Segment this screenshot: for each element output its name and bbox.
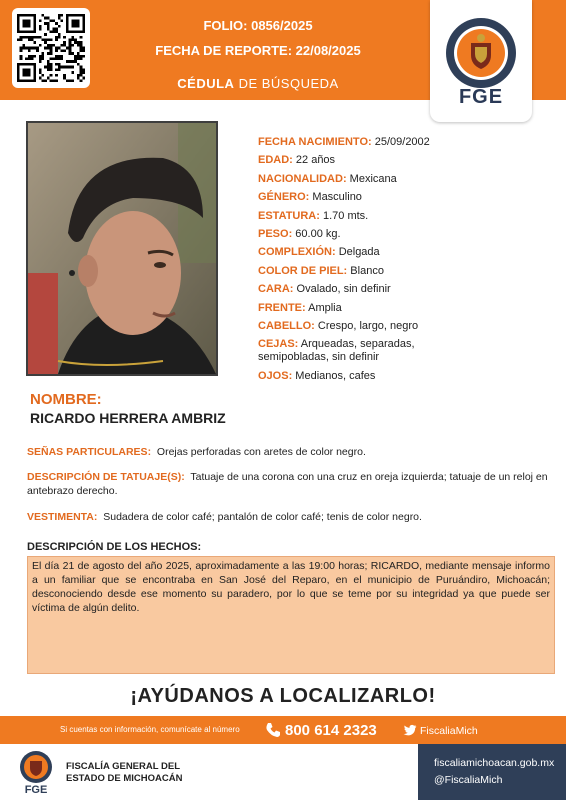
attr-cejas bbox=[258, 338, 458, 364]
document-title bbox=[98, 76, 418, 91]
folio: FOLIO: 0856/2025 bbox=[203, 18, 313, 33]
fge-logo-text: FGE bbox=[458, 86, 504, 108]
attr-estatura bbox=[258, 210, 368, 223]
attr-label: COLOR DE PIEL: bbox=[258, 265, 348, 277]
twitter-handle[interactable]: FiscaliaMich bbox=[420, 725, 478, 737]
person-name: RICARDO HERRERA AMBRIZ bbox=[30, 410, 226, 426]
attr-value: 25/09/2002 bbox=[374, 136, 430, 148]
attr-label: GÉNERO: bbox=[258, 191, 310, 203]
attr-cara bbox=[258, 283, 391, 296]
attr-value: Masculino bbox=[312, 191, 362, 203]
state-seal-icon bbox=[444, 16, 518, 90]
section-value: Tatuaje de una corona con una cruz en oreja izquierda; tatuaje de un reloj en antebrazo derecho. bbox=[27, 471, 548, 497]
attr-label: EDAD: bbox=[258, 154, 293, 166]
state-seal-icon bbox=[14, 749, 58, 795]
attr-value: Crespo, largo, negro bbox=[317, 320, 419, 332]
website-link[interactable]: fiscaliamichoacan.gob.mx bbox=[434, 757, 555, 769]
phone-number[interactable]: 800 614 2323 bbox=[285, 722, 377, 739]
section-label: VESTIMENTA: bbox=[27, 511, 98, 523]
attr-label: CABELLO: bbox=[258, 320, 315, 332]
attr-genero bbox=[258, 191, 362, 204]
attr-value: Blanco bbox=[350, 265, 384, 277]
document-title-bold: CÉDULA bbox=[177, 76, 235, 91]
tattoo-description bbox=[27, 470, 552, 498]
attr-label: FECHA NACIMIENTO: bbox=[258, 136, 372, 148]
attr-nacionalidad bbox=[258, 173, 397, 186]
attr-color-piel bbox=[258, 265, 384, 278]
attr-value: 60.00 kg. bbox=[295, 228, 341, 240]
attr-edad bbox=[258, 154, 335, 167]
footer-org-name bbox=[66, 761, 182, 785]
social-handle-link[interactable]: @FiscaliaMich bbox=[434, 774, 503, 786]
footer-org bbox=[0, 744, 418, 800]
attr-label: CARA: bbox=[258, 283, 294, 295]
attr-value: Ovalado, sin definir bbox=[296, 283, 391, 295]
section-label: DESCRIPCIÓN DE TATUAJE(S): bbox=[27, 471, 185, 483]
call-to-action: ¡AYÚDANOS A LOCALIZARLO! bbox=[130, 685, 436, 707]
attr-label: NACIONALIDAD: bbox=[258, 173, 347, 185]
fge-logo-card bbox=[430, 0, 532, 122]
section-value: Orejas perforadas con aretes de color negro. bbox=[156, 446, 366, 458]
facts-description: El día 21 de agosto del año 2025, aproximadamente a las 19:00 horas; RICARDO, mediante mensaje informo a un familiar que se encontraba en San José del Reparo, en el municipio de Puruándiro, Michoacán; desconociendo desde ese momento su paradero, por lo que se teme por su integridad ya que puede ser víctima de algún delito. bbox=[27, 556, 555, 674]
attr-cabello bbox=[258, 320, 418, 333]
name-label: NOMBRE: bbox=[30, 391, 102, 408]
attr-label: PESO: bbox=[258, 228, 293, 240]
attr-value: Medianos, cafes bbox=[295, 370, 376, 382]
contact-note: Si cuentas con información, comunícate al número bbox=[60, 725, 240, 734]
attr-value: Amplia bbox=[308, 302, 342, 314]
footer-org-line1: FISCALÍA GENERAL DEL bbox=[66, 761, 181, 772]
qr-code[interactable] bbox=[12, 8, 90, 88]
attr-fecha-nacimiento bbox=[258, 136, 430, 149]
attr-complexion bbox=[258, 246, 380, 259]
clothing bbox=[27, 510, 552, 524]
attr-value: 1.70 mts. bbox=[322, 210, 369, 222]
section-label: SEÑAS PARTICULARES: bbox=[27, 446, 152, 458]
footer-logo-text: FGE bbox=[24, 784, 48, 795]
facts-label: DESCRIPCIÓN DE LOS HECHOS: bbox=[27, 541, 202, 553]
document-title-rest: DE BÚSQUEDA bbox=[234, 76, 339, 91]
attr-peso bbox=[258, 228, 341, 241]
attr-value: Mexicana bbox=[349, 173, 397, 185]
footer-org-line2: ESTADO DE MICHOACÁN bbox=[66, 773, 183, 784]
person-photo-icon bbox=[28, 123, 216, 374]
report-date: FECHA DE REPORTE: 22/08/2025 bbox=[155, 43, 361, 58]
attr-value: Arqueadas, separadas, semipobladas, sin definir bbox=[258, 338, 415, 363]
attr-value: 22 años bbox=[295, 154, 336, 166]
attr-ojos bbox=[258, 370, 375, 383]
footer-links bbox=[418, 744, 566, 800]
section-value: Sudadera de color café; pantalón de color café; tenis de color negro. bbox=[103, 511, 422, 523]
attr-label: ESTATURA: bbox=[258, 210, 320, 222]
attr-label: COMPLEXIÓN: bbox=[258, 246, 336, 258]
attr-frente bbox=[258, 302, 342, 315]
attr-value: Delgada bbox=[338, 246, 380, 258]
missing-person-photo bbox=[26, 121, 218, 376]
phone-icon bbox=[265, 722, 281, 738]
attr-label: OJOS: bbox=[258, 370, 293, 382]
attr-label: CEJAS: bbox=[258, 338, 299, 350]
attr-label: FRENTE: bbox=[258, 302, 306, 314]
contact-bar bbox=[0, 716, 566, 744]
twitter-icon bbox=[403, 723, 417, 737]
distinguishing-marks bbox=[27, 445, 552, 459]
